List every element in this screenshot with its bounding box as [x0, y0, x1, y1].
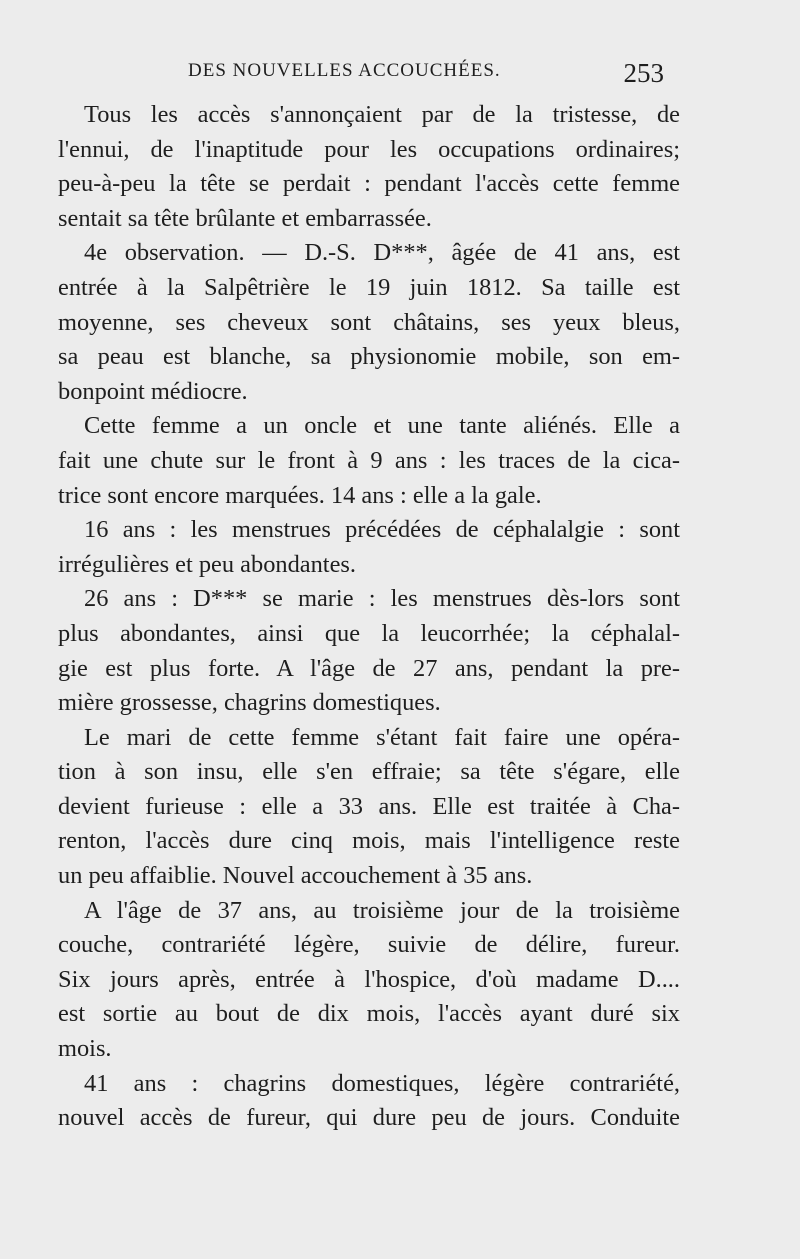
text-line: l'ennui, de l'inaptitude pour les occupations ordinaires; — [58, 135, 680, 163]
text-line: sentait sa tête brûlante et embarrassée. — [58, 204, 432, 232]
text-line: 4e observation. — D.-S. D***, âgée de 41 ans, est — [84, 239, 680, 267]
text-line: un peu affaiblie. Nouvel accouchement à 35 ans. — [58, 862, 533, 890]
text-line: mière grossesse, chagrins domestiques. — [58, 689, 441, 717]
text-line: bonpoint médiocre. — [58, 377, 248, 405]
text-line: plus abondantes, ainsi que la leucorrhée; la céphalal- — [58, 619, 680, 647]
text-line: trice sont encore marquées. 14 ans : elle a la gale. — [58, 481, 542, 509]
text-line: devient furieuse : elle a 33 ans. Elle est traitée à Cha- — [58, 792, 680, 820]
running-head: DES NOUVELLES ACCOUCHÉES. — [188, 60, 501, 81]
text-line: peu-à-peu la tête se perdait : pendant l'accès cette femme — [58, 170, 680, 198]
page-header — [188, 58, 664, 92]
page-number: 253 — [623, 58, 664, 88]
text-line: fait une chute sur le front à 9 ans : les traces de la cica- — [58, 446, 680, 474]
text-line: est sortie au bout de dix mois, l'accès ayant duré six — [58, 1000, 680, 1028]
text-line: renton, l'accès dure cinq mois, mais l'intelligence reste — [58, 827, 680, 855]
text-line: tion à son insu, elle s'en effraie; sa tête s'égare, elle — [58, 758, 680, 786]
text-line: Cette femme a un oncle et une tante aliénés. Elle a — [84, 412, 680, 440]
text-line: couche, contrariété légère, suivie de délire, fureur. — [58, 931, 680, 959]
text-line: 16 ans : les menstrues précédées de céphalalgie : sont — [84, 516, 680, 544]
text-line: mois. — [58, 1035, 112, 1063]
text-line: A l'âge de 37 ans, au troisième jour de la troisième — [84, 896, 680, 924]
text-line: 41 ans : chagrins domestiques, légère contrariété, — [84, 1069, 680, 1097]
body-text — [58, 98, 680, 1136]
text-line: entrée à la Salpêtrière le 19 juin 1812. Sa taille est — [58, 273, 680, 301]
text-line: 26 ans : D*** se marie : les menstrues dès-lors sont — [84, 585, 680, 613]
text-line: Tous les accès s'annonçaient par de la tristesse, de — [84, 101, 680, 128]
text-line: irrégulières et peu abondantes. — [58, 550, 356, 578]
text-line: moyenne, ses cheveux sont châtains, ses yeux bleus, — [58, 308, 680, 336]
text-line: sa peau est blanche, sa physionomie mobile, son em- — [58, 343, 680, 371]
text-line: Le mari de cette femme s'étant fait faire une opéra- — [84, 723, 680, 751]
text-line: gie est plus forte. A l'âge de 27 ans, pendant la pre- — [58, 654, 680, 682]
text-line: nouvel accès de fureur, qui dure peu de jours. Conduite — [58, 1104, 680, 1132]
text-line: Six jours après, entrée à l'hospice, d'où madame D.... — [58, 965, 680, 993]
